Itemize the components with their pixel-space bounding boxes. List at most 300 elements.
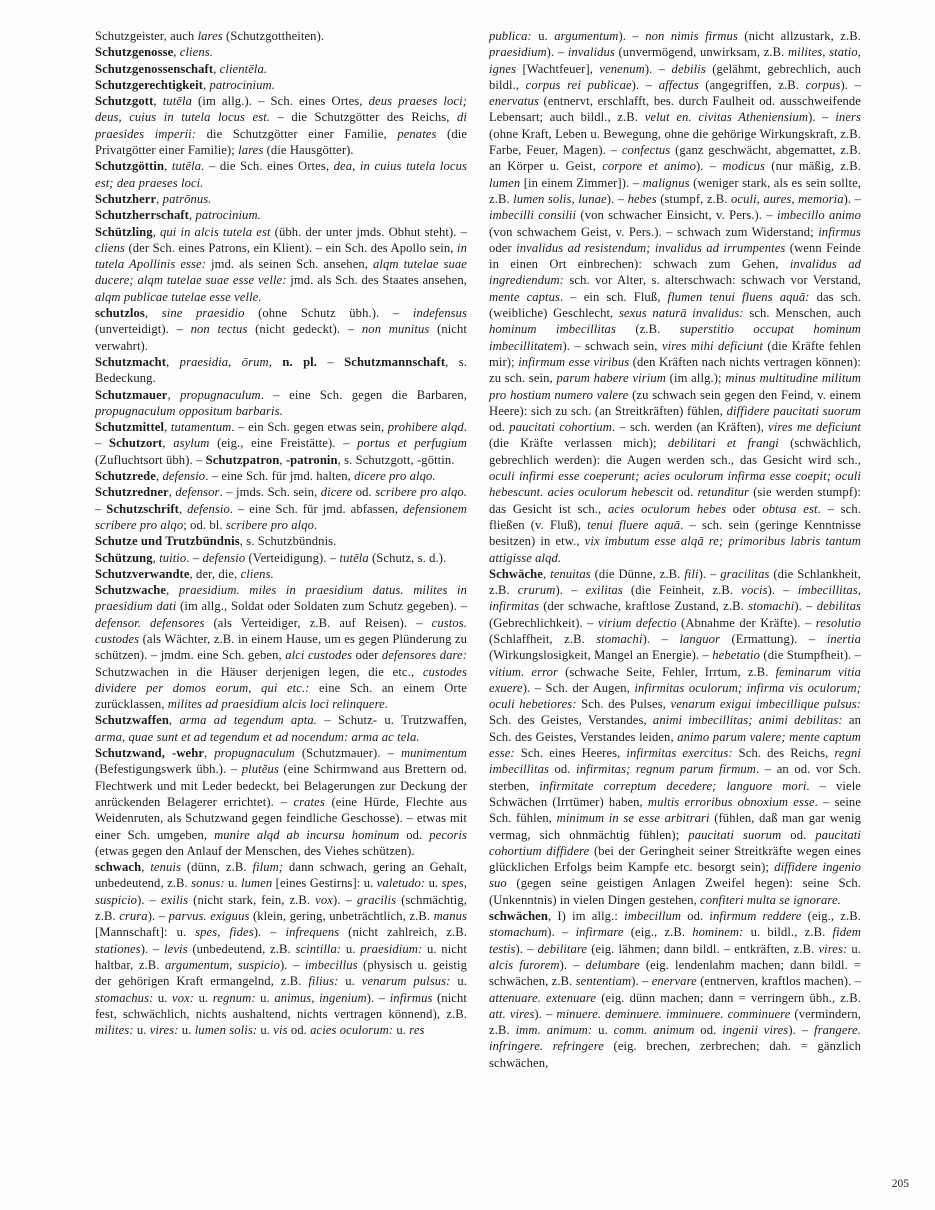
dictionary-entry xyxy=(95,61,467,77)
german-text: ). – xyxy=(253,925,286,940)
german-text: ). – xyxy=(618,29,646,43)
german-text: od. xyxy=(352,485,376,500)
german-text: . – xyxy=(95,420,468,451)
latin-text: retunditur xyxy=(697,485,750,500)
german-text: (die Stumpfheit). – xyxy=(760,648,861,663)
latin-text: mente captus xyxy=(489,289,561,304)
dictionary-entry xyxy=(95,533,467,549)
latin-text: dicere xyxy=(320,485,353,500)
headword-text: schutzlos xyxy=(95,306,145,321)
german-text: ; od. bl. xyxy=(183,517,226,532)
german-text: ). – xyxy=(137,892,161,907)
headword-text: Schutzverwandte xyxy=(95,566,190,581)
latin-text: lumen solis: xyxy=(194,1023,258,1038)
latin-text: asylum xyxy=(173,436,210,451)
left-column xyxy=(95,28,467,1071)
german-text: , xyxy=(144,306,162,321)
latin-text: confiteri multa se ignorare. xyxy=(700,892,841,907)
german-text: (ohne Schutz übh.). – xyxy=(244,306,413,321)
german-text: (unbedeutend, z.B. xyxy=(187,941,296,956)
german-text: oder xyxy=(489,240,517,255)
headword-text: Schutzmauer xyxy=(95,387,168,402)
german-text: (im allg.). – Sch. eines Ortes, xyxy=(191,94,369,109)
latin-text: arma ad tegendum apta. xyxy=(179,713,317,728)
latin-text: defensio xyxy=(187,501,230,516)
dictionary-entry xyxy=(95,550,467,566)
german-text: u. xyxy=(425,876,442,891)
latin-text: regni imbecillitas xyxy=(489,746,861,777)
dictionary-entry xyxy=(95,44,467,60)
headword-text: Schutzgenosse xyxy=(95,45,174,60)
latin-text: defensio xyxy=(162,469,206,484)
german-text: od. xyxy=(694,1023,723,1038)
german-text: (stumpf, z.B. xyxy=(656,191,731,206)
german-text: (nicht gedeckt). – xyxy=(247,322,362,337)
german-text: (eig. dünn machen; dann = verringern übh., z.B. xyxy=(596,990,861,1005)
latin-text: propugnaculum xyxy=(214,746,295,761)
german-text: , s. Bedeckung. xyxy=(95,354,467,386)
german-text: , xyxy=(166,354,180,369)
german-text: (Abnahme der Kräfte). – xyxy=(676,615,816,630)
german-text: die Schutzgötter einer Familie, xyxy=(196,126,398,141)
german-text: , xyxy=(178,501,188,516)
latin-text: affectus xyxy=(658,77,699,92)
latin-text: vox xyxy=(315,892,333,907)
latin-text: venarum exigui imbecillique pulsus: xyxy=(670,697,862,712)
latin-text: hominem: xyxy=(692,925,744,940)
headword-text: Schutzwaffen xyxy=(95,713,169,728)
dictionary-entry xyxy=(95,582,467,712)
german-text: Schutzwachen in die Häuser derjenigen legen, die etc., xyxy=(95,664,423,679)
headword-text: Schutzherrschaft xyxy=(95,208,189,223)
german-text: . – die Sch. eines Ortes, xyxy=(201,159,334,174)
german-text: . – seine Sch. fühlen, xyxy=(489,794,862,826)
latin-text: imbecillo animo xyxy=(776,208,861,223)
german-text: jmd. als Sch. des Staates ansehen, xyxy=(286,273,467,288)
latin-text: infirmus xyxy=(389,990,433,1005)
german-text: u. nicht haltbar, z.B. xyxy=(95,941,467,972)
german-text: (von schwacher Einsicht, v. Pers.). – xyxy=(576,208,777,223)
latin-text: patrocinium. xyxy=(195,208,261,223)
latin-text: oculi, aures, memoria xyxy=(730,191,844,206)
latin-text: vires me deficiunt xyxy=(768,420,861,435)
latin-text: custodes dividere per domos eorum, qui etc.: xyxy=(95,664,467,695)
german-text: , s. Schutzgott, -göttin. xyxy=(337,452,455,467)
german-text: ). – xyxy=(546,45,568,60)
german-text: . – eine Sch. gegen die Barbaren, xyxy=(260,387,468,402)
latin-text: publica: xyxy=(489,29,532,43)
latin-text: virium defectio xyxy=(598,615,677,630)
german-text: , xyxy=(188,208,196,223)
latin-text: non tectus xyxy=(190,322,248,337)
latin-text: fili xyxy=(684,566,699,581)
headword-text: Schutzwache xyxy=(95,583,167,598)
german-text: u. xyxy=(450,974,467,989)
german-text: (vermindern, z.B. xyxy=(489,1006,862,1038)
german-text: ). – xyxy=(140,941,165,956)
latin-text: dicere pro alqo. xyxy=(354,469,436,484)
german-text: od. xyxy=(781,827,816,842)
german-text: ). – xyxy=(631,77,659,92)
latin-text: venenum xyxy=(599,61,645,76)
german-text: , xyxy=(152,224,161,239)
german-text: , xyxy=(152,550,160,565)
latin-text: non nimis firmus xyxy=(645,29,738,43)
text-columns xyxy=(95,28,861,1071)
latin-text: vitium. error xyxy=(489,664,559,679)
german-text: u. xyxy=(194,990,213,1005)
german-text: , s. Schutzbündnis. xyxy=(239,534,337,549)
german-text: ). – xyxy=(808,110,836,125)
latin-text: hebetatio xyxy=(712,648,761,663)
german-text: u. xyxy=(847,941,861,956)
latin-text: filius: xyxy=(308,974,339,989)
german-text: ). – xyxy=(642,631,680,646)
german-text: (die Hausgötter). xyxy=(263,143,354,158)
german-text: Sch. des Pulses, xyxy=(576,697,671,712)
german-text: (ohne Kraft, Leben u. Bewegung, ohne die gehörige Wirkungskraft, z.B. Farbe, Feuer, Magen). – xyxy=(489,126,861,158)
latin-text: feminarum vitia exuere xyxy=(489,664,861,695)
headword-text: schwächen xyxy=(489,909,548,924)
latin-text: regnum: xyxy=(212,990,256,1005)
german-text: dann schwach, gering an Gehalt, unbedeutend, z.B. xyxy=(95,860,468,891)
german-text: (eine Schirmwand aus Brettern od. Flechtwerk und mit Leder bedeckt, bei Belagerungen zur Deckung der anrückenden Belagerer errichtet). – xyxy=(95,762,468,809)
latin-text: tenui fluere aquā xyxy=(587,517,681,532)
german-text: (eig., z.B. xyxy=(623,925,693,940)
latin-text: frangere. infringere. refringere xyxy=(489,1023,861,1054)
latin-text: multis erroribus obnoxium esse xyxy=(647,794,815,809)
latin-text: delumbare xyxy=(585,957,640,972)
german-text: , xyxy=(167,387,181,402)
latin-text: spes, fides xyxy=(195,925,254,940)
latin-text: propugnaculum xyxy=(180,387,261,402)
german-text: . – eine Sch. für jmd. abfassen, xyxy=(229,501,403,516)
headword-text: Schutzort xyxy=(108,436,163,451)
latin-text: spes, suspicio xyxy=(95,876,467,907)
dictionary-entry xyxy=(489,566,861,908)
german-text: . – jmds. Sch. sein, xyxy=(219,485,321,500)
latin-text: paucitati cohortium xyxy=(509,420,612,435)
latin-text: propugnaculum oppositum barbaris. xyxy=(95,403,283,418)
german-text: Schutzgeister, auch xyxy=(95,29,198,43)
latin-text: stomachi xyxy=(748,599,795,614)
german-text: (Zufluchtsort übh). – xyxy=(95,452,206,467)
german-text: , xyxy=(164,159,172,174)
latin-text: velut en. civitas Atheniensium xyxy=(644,110,809,125)
german-text: (schwächlich, gebrechlich werden): die Augen werden sch., das Gesicht wird sch., xyxy=(489,436,861,467)
latin-text: gracilis xyxy=(356,892,397,907)
german-text: (gelähmt, gebrechlich, auch bildl., xyxy=(489,61,861,92)
latin-text: flumen tenui fluens aquā: xyxy=(667,289,810,304)
latin-text: superstitio occupat hominum imbecillitatem xyxy=(489,322,861,353)
dictionary-entry xyxy=(95,158,467,191)
latin-text: oculi infirmi esse coeperunt; acies oculorum infirma esse coepit; oculi hebescunt. acies oculorum hebescit xyxy=(489,469,861,500)
german-text: (als Verteidiger, z.B. auf Reisen). – xyxy=(204,615,432,630)
latin-text: scribere pro alqo. xyxy=(225,517,318,532)
german-text: u. xyxy=(178,1023,195,1038)
latin-text: in tutela Apollinis esse: xyxy=(95,240,467,272)
latin-text: minuere. deminuere. imminuere. comminuere xyxy=(556,1006,791,1021)
latin-text: invalidus ad ingrediendum: xyxy=(489,257,861,288)
latin-text: infirmare xyxy=(575,925,624,940)
latin-text: lares xyxy=(238,143,264,158)
german-text: (klein, gering, unbeträchtlich, z.B. xyxy=(249,909,434,924)
latin-text: lumen xyxy=(241,876,273,891)
latin-text: venarum pulsus: xyxy=(361,974,451,989)
german-text: (Ermattung). – xyxy=(720,631,827,646)
german-text: ). – Sch. der Augen, xyxy=(522,680,635,695)
latin-text: vis xyxy=(273,1023,288,1038)
headword-text: Schutzpatron xyxy=(205,452,280,467)
latin-text: invalidus xyxy=(567,45,615,60)
headword-text: Schutzmacht xyxy=(95,354,167,369)
german-text: jmd. als seinen Sch. ansehen, xyxy=(206,257,374,272)
latin-text: acies oculorum hebes xyxy=(607,501,727,516)
german-text: , xyxy=(141,860,151,875)
latin-text: vires: xyxy=(818,941,848,956)
latin-text: infirmitas exercitus: xyxy=(626,746,733,761)
latin-text: attenuare. extenuare xyxy=(489,990,597,1005)
german-text: (nicht fest, schwächlich, nichts aushaltend, nichts vertragen könnend), z.B. xyxy=(95,990,467,1021)
latin-text: minus multitudine militum pro hostium numero valere xyxy=(489,371,862,402)
latin-text: cliens xyxy=(95,240,125,255)
german-text: (der Sch. eines Patrons, ein Klient). – ein Sch. des Apollo sein, xyxy=(124,240,457,255)
latin-text: acies oculorum: xyxy=(310,1023,394,1038)
dictionary-entry xyxy=(489,908,861,1071)
headword-text: Schützung xyxy=(95,550,153,565)
dictionary-entry xyxy=(95,484,467,533)
headword-text: Schutze und Trutzbündnis xyxy=(95,534,240,549)
german-text: (im allg.); xyxy=(665,371,726,386)
german-text: , xyxy=(164,420,171,435)
german-text: (unvermögend, unwirksam, z.B. xyxy=(614,45,789,60)
german-text: ). – xyxy=(515,941,538,956)
latin-text: qui in alcis tutela est xyxy=(160,224,271,239)
latin-text: res xyxy=(409,1023,425,1038)
german-text: (die Kräfte fehlen mir); xyxy=(489,338,861,369)
latin-text: corpus xyxy=(805,77,841,92)
latin-text: defensores dare: xyxy=(381,648,468,663)
german-text: ). – xyxy=(696,159,723,174)
german-text: – Schutz- u. Trutzwaffen, xyxy=(316,713,468,728)
latin-text: imbecillus xyxy=(304,957,358,972)
headword-text: Schutzgenossenschaft xyxy=(95,61,214,76)
latin-text: paucitati cohortium diffidere xyxy=(489,827,861,858)
german-text: (von schwachem Geist, v. Pers.). – schwach zum Widerstand; xyxy=(489,224,819,239)
latin-text: indefensus xyxy=(412,306,468,321)
latin-text: languor xyxy=(679,631,721,646)
latin-text: stomachum xyxy=(489,925,548,940)
german-text: – xyxy=(95,501,107,516)
latin-text: cliens. xyxy=(179,45,213,60)
latin-text: corpus rei publicae xyxy=(525,77,632,92)
latin-text: hominum imbecillitas xyxy=(489,322,616,337)
german-text: (Schutzgottheiten). xyxy=(222,29,325,43)
latin-text: milites, statio, ignes xyxy=(489,45,862,76)
latin-text: vires mihi deficiunt xyxy=(661,338,764,353)
german-text: od. xyxy=(548,762,577,777)
latin-text: filum; xyxy=(252,860,284,875)
latin-text: praesidium xyxy=(489,45,547,60)
latin-text: alcis furorem xyxy=(489,957,560,972)
latin-text: valetudo: xyxy=(376,876,426,891)
latin-text: corpore et animo xyxy=(602,159,696,174)
german-text: , xyxy=(155,469,163,484)
german-text: (Verteidigung). – xyxy=(245,550,340,565)
latin-text: animus, ingenium xyxy=(274,990,367,1005)
latin-text: vires: xyxy=(149,1023,179,1038)
german-text: (die Kräfte verlassen mich); xyxy=(489,436,668,451)
german-text: (sie werden stumpf): das Gesicht ist sch., xyxy=(489,485,862,516)
german-text: , der, die, xyxy=(189,566,241,581)
latin-text: lumen solis, lunae xyxy=(513,191,607,206)
german-text: u. bildl., z.B. xyxy=(743,925,833,940)
latin-text: di praesides imperii: xyxy=(95,110,467,141)
german-text: (etwas gegen den Anlauf der Menschen, des Viehes schützen). xyxy=(95,843,415,858)
german-text: , xyxy=(542,566,551,581)
german-text: ). – xyxy=(147,909,169,924)
dictionary-entry xyxy=(95,354,467,387)
latin-text: deus praeses loci; deus, cuius in tutela locus est. xyxy=(95,94,467,125)
german-text: (nicht allzustark, z.B. xyxy=(737,29,861,43)
latin-text: animo parum valere; mente captum esse: xyxy=(489,729,861,761)
german-text: u. xyxy=(393,1023,410,1038)
latin-text: argumentum, suspicio xyxy=(165,957,280,972)
german-text: (im allg., Soldat oder Soldaten zum Schutz gegeben). – xyxy=(176,599,467,614)
german-text: (die Feinheit, z.B. xyxy=(622,583,742,598)
german-text: . – eine Sch. für jmd. halten, xyxy=(205,469,355,484)
latin-text: iners xyxy=(835,110,862,125)
latin-text: alci custodes xyxy=(285,648,353,663)
latin-text: debilitas xyxy=(816,599,861,614)
latin-text: resolutio xyxy=(815,615,861,630)
german-text: . – viele Schwächen (Irrtümer) haben, xyxy=(489,778,861,809)
german-text: , xyxy=(153,94,163,109)
german-text: . – ein sch. Fluß, xyxy=(560,289,668,304)
latin-text: crura xyxy=(119,909,148,924)
latin-text: lumen xyxy=(489,175,521,190)
german-text: (die Dünne, z.B. xyxy=(590,566,685,581)
german-text: (entnervt, erschlafft, bes. durch Faulheit od. ausschweifende Lebensart; auch bildl., z.B. xyxy=(489,94,861,125)
german-text: an Sch. des Geistes, Verstandes leiden, xyxy=(489,713,862,744)
latin-text: sententiam xyxy=(575,974,632,989)
german-text: ). – xyxy=(843,191,861,206)
german-text: eine Sch. an einem Orte zurücklassen, xyxy=(95,680,467,712)
german-text: ). – xyxy=(559,957,586,972)
german-text: [Wachtfeuer], xyxy=(516,61,600,76)
german-text: u. xyxy=(338,974,362,989)
german-text: (schmächtig, z.B. xyxy=(95,892,467,924)
german-text: (schwache Seite, Fehler, Irrtum, z.B. xyxy=(558,664,776,679)
german-text: u. xyxy=(133,1023,150,1038)
german-text: (nicht verwahrt). xyxy=(95,322,467,353)
latin-text: non munitus xyxy=(361,322,430,337)
latin-text: hebes xyxy=(627,191,657,206)
german-text: , xyxy=(156,191,163,206)
latin-text: exilis xyxy=(160,892,189,907)
latin-text: vocis xyxy=(741,583,768,598)
latin-text: patrōnus. xyxy=(162,191,212,206)
latin-text: penates xyxy=(397,126,437,141)
headword-text: Schutzschrift xyxy=(106,501,179,516)
latin-text: defensio xyxy=(202,550,246,565)
german-text: ). – schwach sein, xyxy=(562,338,662,353)
latin-text: gracilitas xyxy=(720,566,770,581)
latin-text: praesidium. miles in praesidium datus. milites in praesidium dati xyxy=(95,583,467,614)
latin-text: obtusa est xyxy=(762,501,818,516)
latin-text: defensor. defensores xyxy=(95,615,205,630)
german-text: Sch. des Reichs, xyxy=(732,746,835,761)
german-text: (nur mäßig, z.B. xyxy=(765,159,862,174)
latin-text: infirmitas oculorum; infirma vis oculorum; oculi hebetiores: xyxy=(489,680,861,712)
latin-text: parvus. exiguus xyxy=(168,909,250,924)
latin-text: alqm tutelae suae ducere; alqm tutelae suae esse velle: xyxy=(95,257,467,288)
german-text: (z.B. xyxy=(615,322,680,337)
german-text: (angegriffen, z.B. xyxy=(698,77,806,92)
latin-text: dea, in cuius tutela locus est; dea praeses loci. xyxy=(95,159,467,190)
german-text: , xyxy=(279,452,286,467)
german-text: (dünn, z.B. xyxy=(181,860,253,875)
latin-text: crurum xyxy=(517,583,556,598)
latin-text: prohibere alqd xyxy=(387,420,464,435)
latin-text: modicus xyxy=(722,159,766,174)
latin-text: att. vires xyxy=(489,1006,535,1021)
headword-text: Schwäche xyxy=(489,566,543,581)
latin-text: levis xyxy=(164,941,188,956)
german-text: ). – xyxy=(631,974,652,989)
german-text: (physisch u. geistig der gehörigen Kraft ermangelnd, z.B. xyxy=(95,957,468,989)
german-text: (unverteidigt). – xyxy=(95,322,191,337)
latin-text: animi imbecillitas; animi debilitas: xyxy=(652,713,843,728)
german-text: (Befestigungswerk übh.). – xyxy=(95,762,242,777)
headword-text: Schutzmannschaft xyxy=(344,354,446,369)
german-text: , xyxy=(204,746,215,761)
german-text: (als Wächter, z.B. in einem Hause, um es gegen Plünderung zu schützen). – jmdm. eine Sch. geben, xyxy=(95,631,467,663)
latin-text: infrequens xyxy=(285,925,340,940)
dictionary-entry xyxy=(489,28,861,566)
latin-text: munimentum xyxy=(400,746,467,761)
latin-text: crates xyxy=(293,794,325,809)
german-text: od. xyxy=(287,1023,311,1038)
german-text: das sch. (weibliche) Geschlecht, xyxy=(489,289,862,321)
latin-text: tutēla xyxy=(339,550,369,565)
latin-text: lares xyxy=(197,29,223,43)
latin-text: patrocinium. xyxy=(209,77,275,92)
right-column xyxy=(489,28,861,1071)
german-text: , xyxy=(173,45,180,60)
latin-text: confectus xyxy=(621,143,671,158)
latin-text: sine praesidio xyxy=(161,306,245,321)
german-text: (eig. lendenlahm machen; dann bildl. = schwächen, z.B. xyxy=(489,957,862,989)
dictionary-entry xyxy=(95,419,467,468)
headword-text: Schutzherr xyxy=(95,191,157,206)
german-text: , xyxy=(168,713,180,728)
german-text: (bei der Geringheit seiner Streitkräfte wegen eines glücklichen Erfolgs beim Kampfe etc. besorgt sein); xyxy=(489,843,861,875)
headword-text: Schutzgöttin xyxy=(95,159,165,174)
german-text: (eine Hürde, Flechte aus Weidenruten, als Schutzwand gegen feindliche Geschosse). – etwas mit einer Sch. umgeben, xyxy=(95,794,467,842)
german-text: . – an od. vor Sch. sterben, xyxy=(489,762,861,793)
german-text: (ganz geschwächt, abgemattet, z.B. an Körper u. Geist, xyxy=(489,143,862,174)
german-text: sch. vor Alter, s. alterschwach: schwach vor Verstand, xyxy=(563,273,861,288)
german-text: . – ein Sch. gegen etwas sein, xyxy=(231,420,388,435)
latin-text: munire alqd ab incursu hominum xyxy=(214,827,400,842)
latin-text: debilitari et frangi xyxy=(667,436,779,451)
german-text: ). – xyxy=(555,583,586,598)
dictionary-entry xyxy=(95,305,467,354)
german-text: ). – xyxy=(534,1006,557,1021)
german-text: (fühlen, daß man gar wenig vermag, sich ohnmächtig fühlen); xyxy=(489,811,861,842)
latin-text: clientēla. xyxy=(219,61,268,76)
